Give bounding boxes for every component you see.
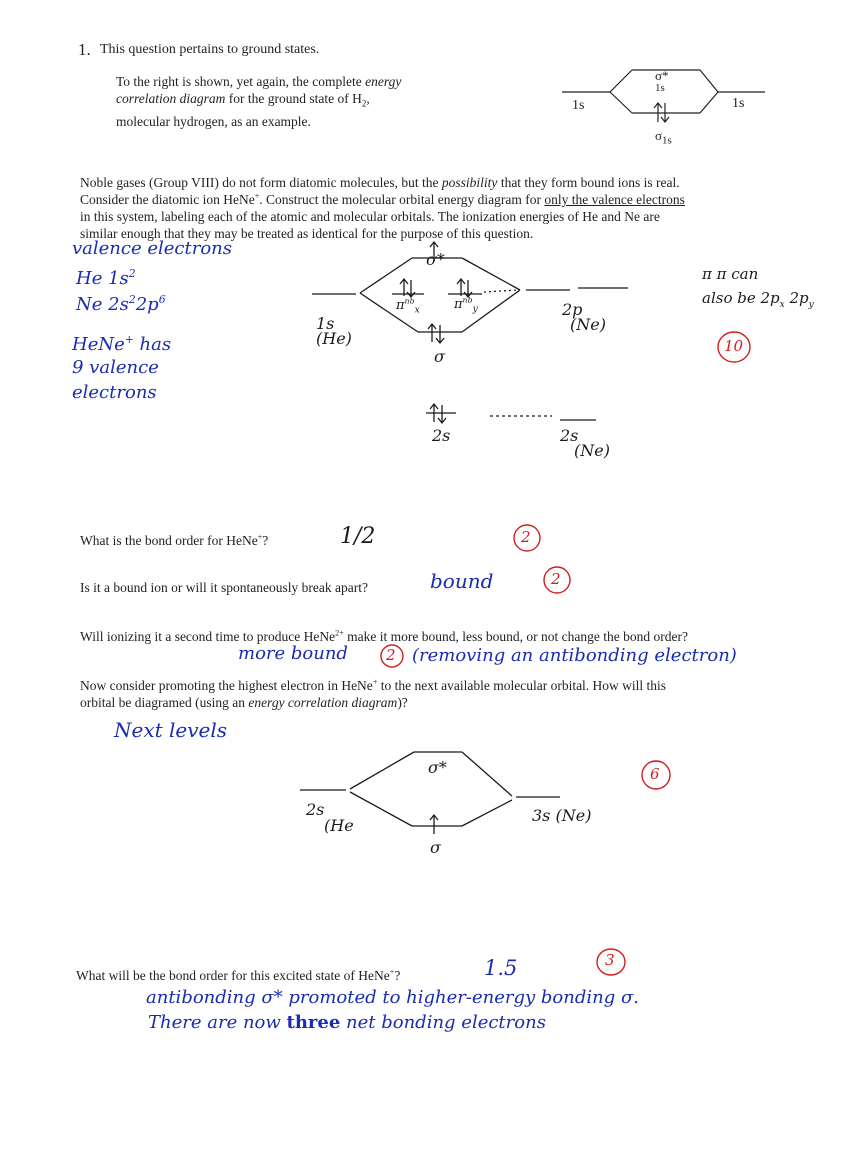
hw-electrons: electrons [72,382,157,403]
h2-antibonding-label: σ* 1s [655,68,669,94]
score-bond-order: 2 [521,528,531,546]
hw-pi-note: π π can also be $2p_x$ $2p_y$ [702,265,814,310]
bound-answer: bound [430,569,494,593]
excited-answer: 1.5 [484,956,518,980]
h2-bonding-label: $\sigma_{1s}$ [655,128,672,147]
heNe-paragraph: Noble gases (Group VIII) do not form diatomic molecules, but the possibility that they form bound ions is real. Consider the diatomic ion HeNe+. Construct the molecular orbital energy diagram for only the valence electrons in this system, labeling each of the atomic and molecular orbitals. The ionization energies of He and Ne are similar enough that they may be treated as identical for the purpose of this question. [80,175,685,241]
mo-sigma-star: σ* [426,250,445,269]
mo-2s: 2s [432,426,451,445]
hw-nine-valence: 9 valence [72,357,159,378]
promote-question: Now consider promoting the highest electron in HeNe+ to the next available molecular orbital. How will this orbital be diagramed (using an energy correlation diagram)? [80,677,667,710]
bound-question: Is it a bound ion or will it spontaneously break apart? [80,580,368,595]
score-bound: 2 [551,570,561,588]
h2-left-label: 1s [572,98,585,113]
excited-question: What will be the bond order for this excited state of HeNe+? [76,967,401,983]
excited-explanation-2: There are now three net bonding electrons [148,1012,546,1033]
score-q1: 10 [724,337,744,355]
question-title: This question pertains to ground states. [100,42,320,57]
excited-left-label: 2s (He [306,800,354,835]
excited-sigma-star: σ* [428,758,447,777]
score-ionize: 2 [386,646,396,664]
mo-pi-y: $\pi^{nb}_y$ [454,295,478,315]
excited-explanation-1: antibonding σ* promoted to higher-energy bonding σ. [146,987,639,1008]
ionize-question: Will ionizing it a second time to produce HeNe$^{2+}$ make it more bound, less bound, or not change the bond order? [80,628,688,644]
bond-order-answer: 1/2 [340,524,376,549]
score-promote: 6 [650,765,660,783]
next-levels: Next levels [114,718,228,742]
score-excited: 3 [605,951,615,969]
hw-valence-electrons: valence electrons [72,238,233,259]
question-number: 1. [78,40,91,59]
hw-he-config: He $1s^2$ [76,267,136,289]
ionize-answer-note: (removing an antibonding electron) [412,645,737,666]
mo-pi-x: $\pi^{nb}_x$ [396,296,420,316]
mo-sigma: σ [434,347,445,366]
hw-henep-has: HeNe+ has [72,333,172,355]
ao-1s-he: 1s (He) [316,314,352,348]
excited-sigma: σ [430,838,441,857]
bond-order-question: What is the bond order for HeNe+? [80,532,269,548]
intro-text: To the right is shown, yet again, the complete energy correlation diagram for the ground state of $H_2$, molecular hydrogen, as an example. [116,74,402,129]
ao-2p-ne: 2p (Ne) [562,300,606,334]
hw-ne-config: Ne $2s^22p^6$ [76,293,166,315]
h2-right-label: 1s [732,96,745,111]
ionize-answer: more bound [238,643,348,664]
excited-right-label: 3s (Ne) [532,806,592,825]
ao-2s-ne: 2s (Ne) [560,426,610,460]
